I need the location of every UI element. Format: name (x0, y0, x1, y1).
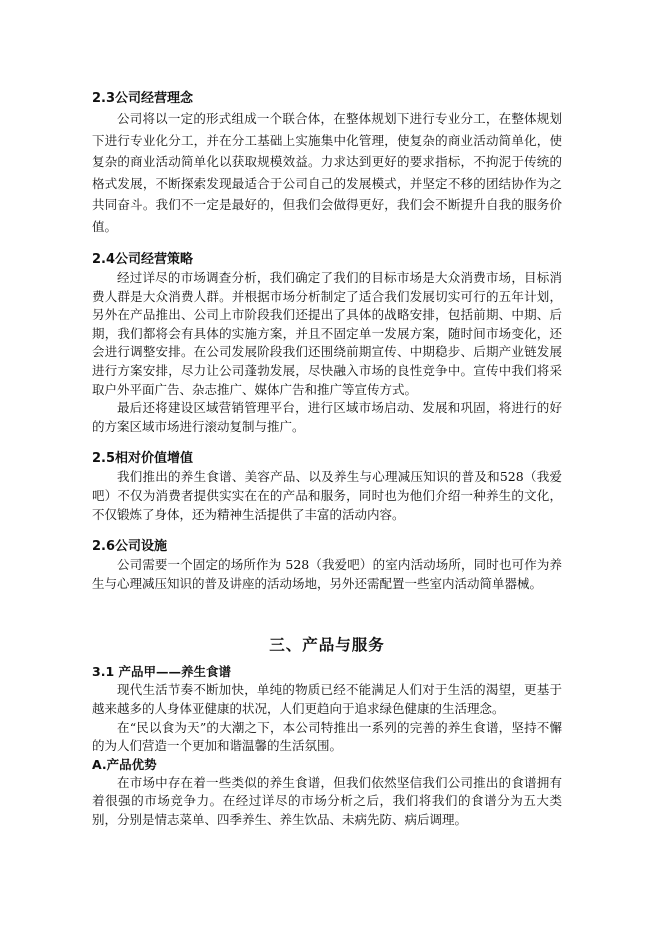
section-paragraph: 经过详尽的市场调查分析，我们确定了我们的目标市场是大众消费市场，目标消费人群是大众消费人群。并根据市场分析制定了适合我们发展切实可行的五年计划，另外在产品推出、公司上市阶段我们还提出了具体的战略安排，包括前期、中期、后期，我们都将会有具体的实施方案，并且不固定单一发展方案，随时间市场变化，还会进行调整安排。在公司发展阶段我们还围绕前期宣传、中期稳步、后期产业链发展进行方案安排，尽力让公司蓬勃发展，尽快融入市场的良性竞争中。宣传中我们将采取户外平面广告、杂志推广、媒体广告和推广等宣传方式。 (92, 270, 562, 397)
section-paragraph: 公司将以一定的形式组成一个联合体，在整体规划下进行专业分工，在整体规划下进行专业化分工，并在分工基础上实施集中化管理，使复杂的商业活动简单化，使复杂的商业活动简单化以获取规模效益。力求达到更好的要求指标，不拘泥于传统的格式发展，不断探索发现最适合于公司自己的发展模式，并坚定不移的团结协作为之共同奋斗。我们不一定是最好的，但我们会做得更好，我们会不断提升自我的服务价值。 (92, 111, 562, 234)
section-2-5 (92, 450, 562, 524)
section-paragraph: 最后还将建设区域营销管理平台，进行区域市场启动、发展和巩固，将进行的好的方案区域市场进行滚动复制与推广。 (92, 400, 562, 434)
subsection-heading: A.产品优势 (92, 756, 157, 772)
section-paragraph: 我们推出的养生食谱、美容产品、以及养生与心理减压知识的普及和528（我爱吧）不仅为消费者提供实实在在的产品和服务，同时也为他们介绍一种养生的文化，不仅锻炼了身体，还为精神生活提供了丰富的活动内容。 (92, 469, 562, 522)
chapter-title: 三、产品与服务 (269, 635, 385, 655)
subsection-paragraph: 在“民以食为天”的大潮之下，本公司特推出一系列的完善的养生食谱，坚持不懈的为人们营造一个更加和谐温馨的生活氛围。 (92, 719, 562, 754)
subsection-heading: 3.1 产品甲——养生食谱 (92, 664, 231, 680)
section-heading: 2.5相对价值增值 (92, 451, 194, 467)
subsection-paragraph: 现代生活节奏不断加快，单纯的物质已经不能满足人们对于生活的渴望，更基于越来越多的人身体亚健康的状况，人们更趋向于追求绿色健康的生活理念。 (92, 682, 562, 716)
section-heading: 2.6公司设施 (92, 539, 168, 555)
section-heading: 2.4公司经营策略 (92, 252, 194, 267)
section-paragraph: 公司需要一个固定的场所作为 528（我爱吧）的室内活动场所，同时也可作为养生与心理减压知识的普及讲座的活动场地，另外还需配置一些室内活动简单器械。 (92, 557, 562, 591)
section-2-6 (92, 538, 562, 593)
section-2-4 (92, 251, 562, 436)
subsection-3-1 (92, 663, 562, 755)
section-2-3 (92, 90, 562, 237)
subsection-paragraph: 在市场中存在着一些类似的养生食谱，但我们依然坚信我们公司推出的食谱拥有着很强的市场竞争力。在经过详尽的市场分析之后，我们将我们的食谱分为五大类别，分别是情志菜单、四季养生、养生饮品、未病先防、病后调理。 (92, 774, 562, 827)
subsection-product-advantage (92, 756, 562, 830)
section-heading: 2.3公司经营理念 (92, 91, 194, 106)
